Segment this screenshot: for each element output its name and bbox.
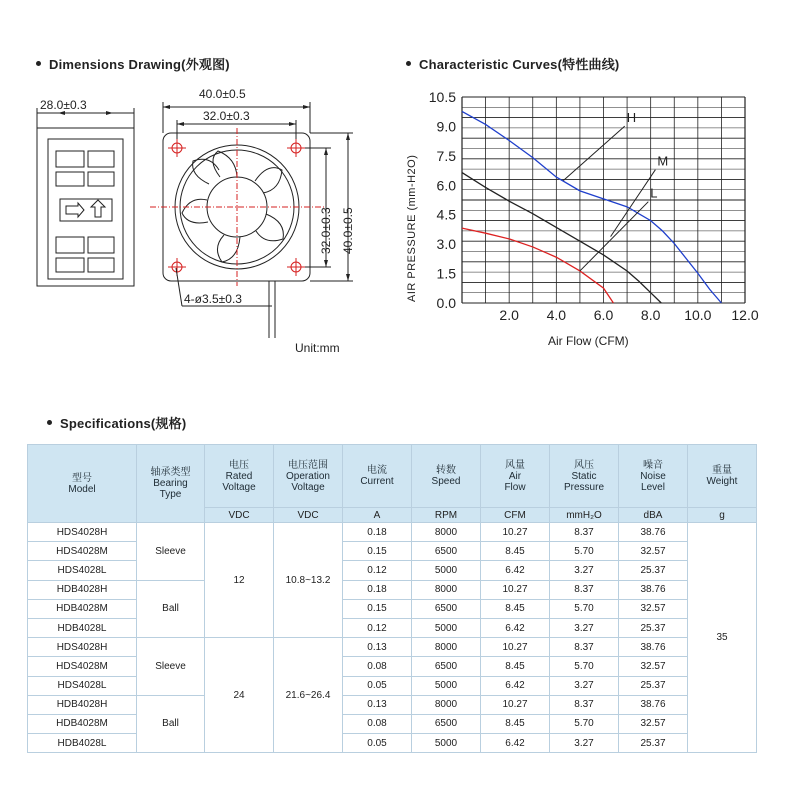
noise-cell: 38.76: [619, 638, 688, 657]
specifications-table: [27, 444, 757, 753]
mounting-holes: [150, 128, 324, 286]
series-line-h: [462, 111, 721, 303]
pressure-cell: 8.37: [550, 523, 619, 542]
noise-cell: 32.57: [619, 542, 688, 561]
speed-cell: 6500: [412, 657, 481, 676]
chart-grid: [462, 97, 745, 303]
unit-op-voltage: VDC: [274, 508, 343, 523]
airflow-cell: 10.27: [481, 695, 550, 714]
model-cell: HDS4028L: [28, 676, 137, 695]
y-tick-label: 0.0: [436, 295, 456, 311]
airflow-cell: 6.42: [481, 676, 550, 695]
speed-cell: 8000: [412, 523, 481, 542]
header-current: 电流 Current: [343, 445, 412, 508]
hole-height-dim-label: 32.0±0.3: [319, 207, 333, 254]
unit-label: Unit:mm: [295, 341, 340, 355]
current-cell: 0.12: [343, 618, 412, 637]
series-label-h: H: [626, 110, 637, 126]
speed-cell: 6500: [412, 599, 481, 618]
noise-cell: 25.37: [619, 561, 688, 580]
airflow-cell: 6.42: [481, 734, 550, 753]
airflow-cell: 10.27: [481, 638, 550, 657]
specs-title: Specifications(规格): [47, 413, 186, 432]
y-axis-ticks: [429, 89, 456, 311]
noise-cell: 32.57: [619, 714, 688, 733]
outer-width-dim-label: 40.0±0.5: [199, 87, 246, 101]
header-bearing: 轴承类型 Bearing Type: [137, 445, 205, 523]
model-cell: HDB4028H: [28, 580, 137, 599]
model-cell: HDS4028M: [28, 542, 137, 561]
y-tick-label: 4.5: [436, 206, 456, 223]
series-label-l: L: [650, 185, 658, 201]
model-cell: HDB4028M: [28, 599, 137, 618]
header-op-voltage: 电压范围 Operation Voltage: [274, 445, 343, 508]
op-voltage-cell: 10.8~13.2: [274, 523, 343, 638]
model-cell: HDB4028L: [28, 734, 137, 753]
y-tick-label: 1.5: [436, 265, 456, 282]
depth-dim-label: 28.0±0.3: [40, 98, 87, 112]
y-tick-label: 6.0: [436, 177, 456, 194]
characteristic-chart: [400, 75, 785, 355]
x-tick-label: 4.0: [546, 307, 567, 323]
unit-noise: dBA: [619, 508, 688, 523]
x-axis-ticks: [499, 307, 758, 323]
model-cell: HDB4028M: [28, 714, 137, 733]
current-cell: 0.12: [343, 561, 412, 580]
noise-cell: 25.37: [619, 734, 688, 753]
bearing-cell: Ball: [137, 580, 205, 638]
table-row: [28, 523, 757, 542]
model-cell: HDS4028L: [28, 561, 137, 580]
noise-cell: 25.37: [619, 618, 688, 637]
y-tick-label: 7.5: [436, 147, 456, 164]
model-cell: HDS4028H: [28, 523, 137, 542]
x-tick-label: 12.0: [731, 307, 759, 323]
table-row: [28, 638, 757, 657]
holes-callout-label: 4-ø3.5±0.3: [184, 292, 242, 306]
airflow-cell: 6.42: [481, 561, 550, 580]
speed-cell: 5000: [412, 561, 481, 580]
y-tick-label: 3.0: [436, 236, 456, 253]
header-speed: 转数 Speed: [412, 445, 481, 508]
noise-cell: 32.57: [619, 599, 688, 618]
pressure-cell: 5.70: [550, 657, 619, 676]
model-cell: HDS4028H: [28, 638, 137, 657]
pressure-cell: 8.37: [550, 638, 619, 657]
header-weight: 重量 Weight: [688, 445, 757, 508]
callout-line: [563, 126, 624, 180]
x-tick-label: 10.0: [684, 307, 712, 323]
unit-airflow: CFM: [481, 508, 550, 523]
current-cell: 0.18: [343, 523, 412, 542]
x-axis-label: Air Flow (CFM): [548, 334, 629, 348]
noise-cell: 38.76: [619, 580, 688, 599]
pressure-cell: 5.70: [550, 599, 619, 618]
airflow-cell: 8.45: [481, 542, 550, 561]
pressure-cell: 3.27: [550, 676, 619, 695]
model-cell: HDS4028M: [28, 657, 137, 676]
airflow-direction-icon: [66, 200, 105, 217]
pressure-cell: 8.37: [550, 580, 619, 599]
pressure-cell: 3.27: [550, 618, 619, 637]
speed-cell: 5000: [412, 676, 481, 695]
airflow-cell: 8.45: [481, 714, 550, 733]
header-noise: 噪音 Noise Level: [619, 445, 688, 508]
unit-speed: RPM: [412, 508, 481, 523]
unit-current: A: [343, 508, 412, 523]
header-airflow: 风量 Air Flow: [481, 445, 550, 508]
op-voltage-cell: 21.6~26.4: [274, 638, 343, 753]
current-cell: 0.15: [343, 599, 412, 618]
hole-width-dim-label: 32.0±0.3: [203, 109, 250, 123]
noise-cell: 32.57: [619, 657, 688, 676]
y-tick-label: 10.5: [428, 89, 456, 105]
current-cell: 0.05: [343, 676, 412, 695]
voltage-cell: 12: [205, 523, 274, 638]
dimensions-drawing: [0, 75, 395, 350]
noise-cell: 38.76: [619, 695, 688, 714]
model-cell: HDB4028H: [28, 695, 137, 714]
table-row: [28, 695, 757, 714]
header-voltage: 电压 Rated Voltage: [205, 445, 274, 508]
series-line-l: [462, 228, 613, 303]
side-view-body: [37, 128, 134, 286]
current-cell: 0.15: [343, 542, 412, 561]
speed-cell: 8000: [412, 638, 481, 657]
outer-height-dim-label: 40.0±0.5: [341, 207, 355, 254]
series-label-m: M: [657, 153, 669, 169]
speed-cell: 5000: [412, 618, 481, 637]
pressure-cell: 8.37: [550, 695, 619, 714]
airflow-cell: 8.45: [481, 657, 550, 676]
dimensions-title: Dimensions Drawing(外观图): [36, 54, 230, 73]
speed-cell: 8000: [412, 695, 481, 714]
speed-cell: 6500: [412, 714, 481, 733]
x-tick-label: 8.0: [640, 307, 661, 323]
bullet-icon: [47, 420, 52, 425]
airflow-cell: 6.42: [481, 618, 550, 637]
unit-weight: g: [688, 508, 757, 523]
pressure-cell: 3.27: [550, 561, 619, 580]
current-cell: 0.05: [343, 734, 412, 753]
pressure-cell: 5.70: [550, 714, 619, 733]
table-row: [28, 580, 757, 599]
callout-line: [580, 202, 648, 271]
airflow-cell: 8.45: [481, 599, 550, 618]
current-cell: 0.18: [343, 580, 412, 599]
weight-cell: 35: [688, 523, 757, 753]
noise-cell: 25.37: [619, 676, 688, 695]
direction-box: [60, 199, 112, 221]
current-cell: 0.13: [343, 638, 412, 657]
voltage-cell: 24: [205, 638, 274, 753]
header-model: 型号 Model: [28, 445, 137, 523]
current-cell: 0.13: [343, 695, 412, 714]
bearing-cell: Sleeve: [137, 638, 205, 696]
model-cell: HDB4028L: [28, 618, 137, 637]
noise-cell: 38.76: [619, 523, 688, 542]
series-line-m: [462, 173, 661, 303]
unit-voltage: VDC: [205, 508, 274, 523]
chart-series: [462, 111, 721, 303]
x-tick-label: 6.0: [593, 307, 614, 323]
curves-title: Characteristic Curves(特性曲线): [406, 54, 619, 73]
bullet-icon: [36, 61, 41, 66]
current-cell: 0.08: [343, 714, 412, 733]
speed-cell: 6500: [412, 542, 481, 561]
y-tick-label: 9.0: [436, 118, 456, 135]
current-cell: 0.08: [343, 657, 412, 676]
speed-cell: 5000: [412, 734, 481, 753]
bearing-cell: Ball: [137, 695, 205, 753]
bullet-icon: [406, 61, 411, 66]
unit-pressure: mmH₂O: [550, 508, 619, 523]
speed-cell: 8000: [412, 580, 481, 599]
airflow-cell: 10.27: [481, 523, 550, 542]
x-tick-label: 2.0: [499, 307, 519, 323]
pressure-cell: 3.27: [550, 734, 619, 753]
bearing-cell: Sleeve: [137, 523, 205, 581]
pressure-cell: 5.70: [550, 542, 619, 561]
y-axis-label: AIR PRESSURE (mm-H2O): [406, 154, 418, 302]
header-pressure: 风压 Static Pressure: [550, 445, 619, 508]
airflow-cell: 10.27: [481, 580, 550, 599]
